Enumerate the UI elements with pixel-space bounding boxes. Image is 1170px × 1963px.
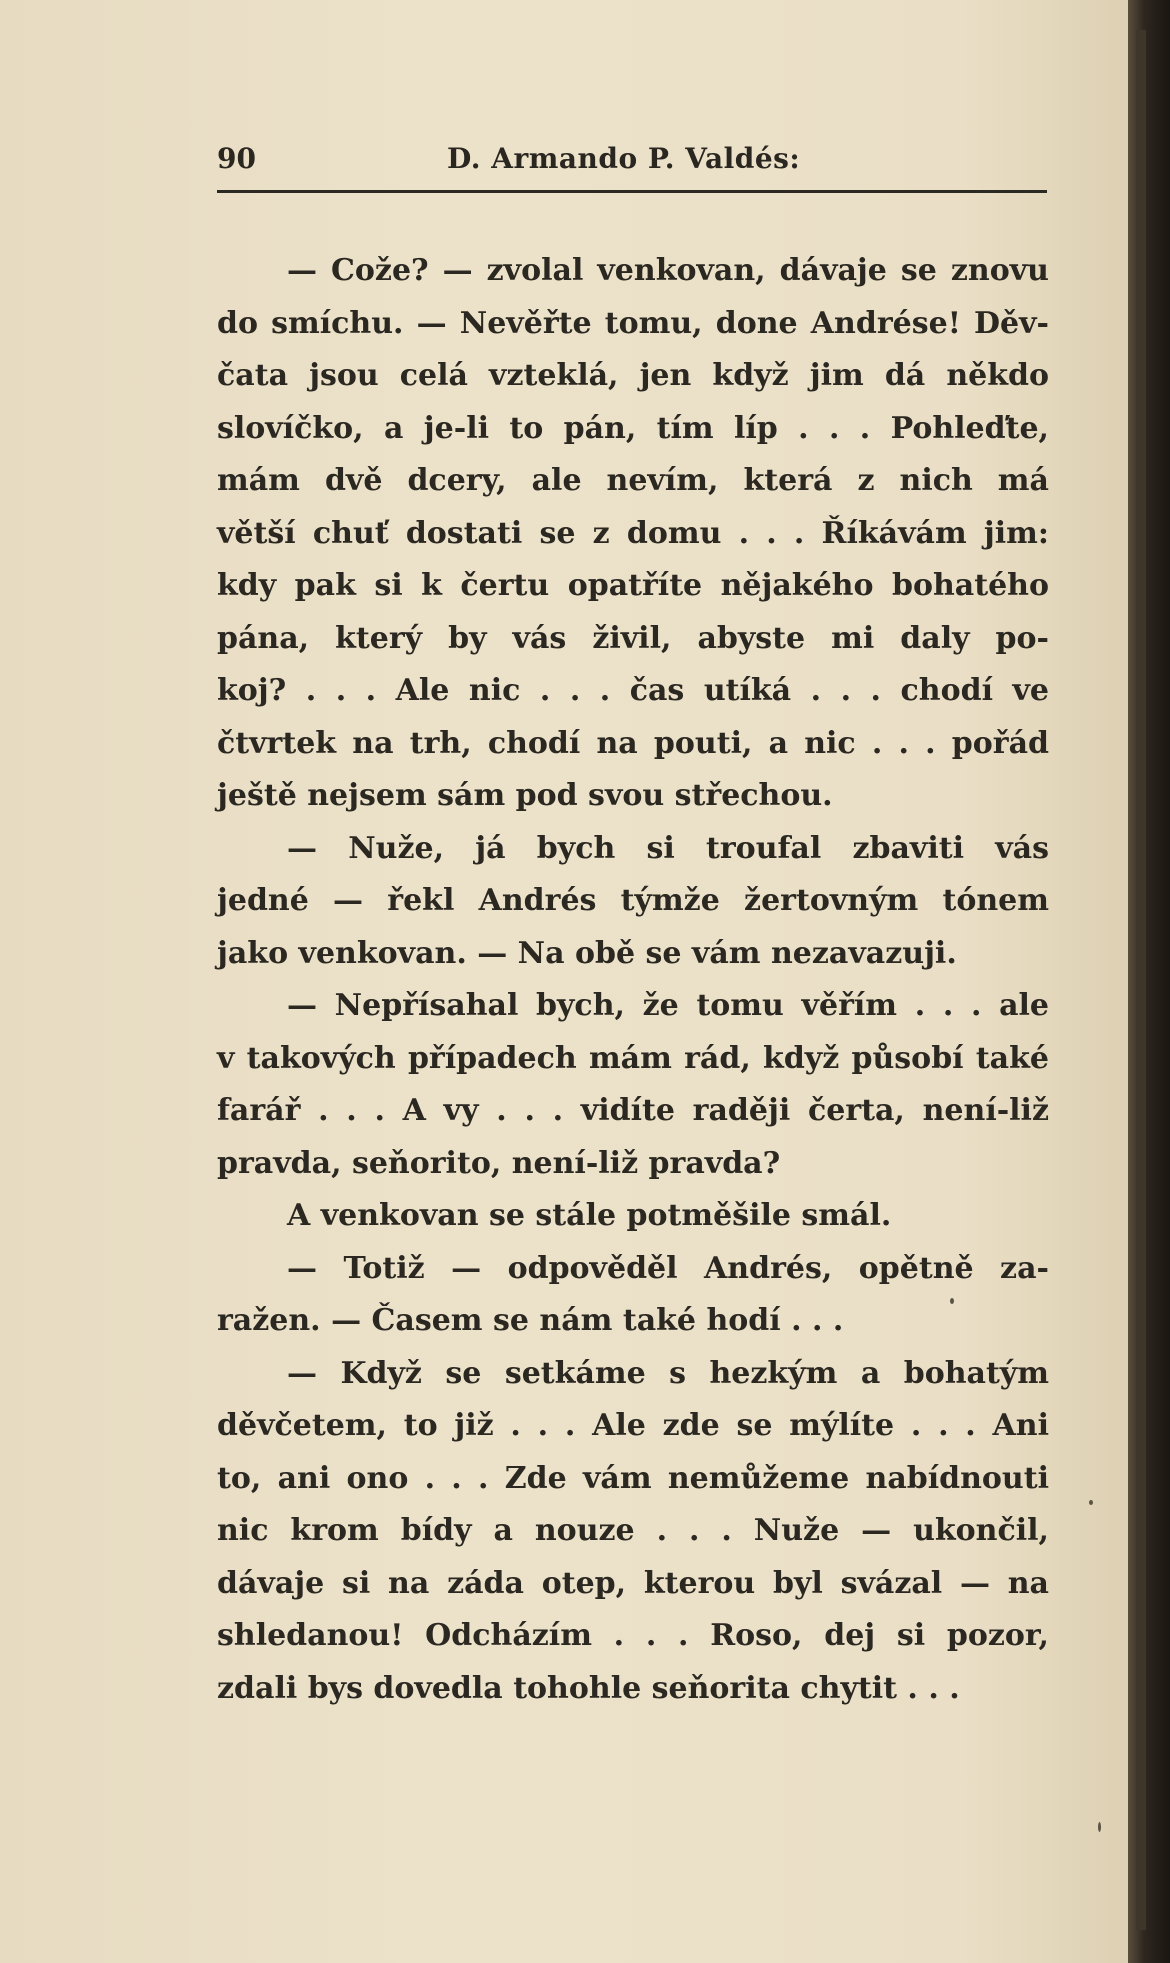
book-spine-edge: [1128, 0, 1170, 1963]
paper-speck: [950, 1298, 954, 1304]
page-number: 90: [217, 142, 256, 175]
text-line: čata jsou celá vzteklá, jen když jim dá někdo: [217, 358, 1049, 393]
text-line: větší chuť dostati se z domu . . . Říkávám jim:: [217, 515, 1049, 551]
text-line: zdali bys dovedla tohohle seňorita chytit . . .: [217, 1670, 960, 1706]
text-line: jedné — řekl Andrés týmže žertovným tónem: [217, 883, 1049, 918]
text-line: děvčetem, to již . . . Ale zde se mýlíte . . . Ani: [217, 1408, 1049, 1443]
text-line: kdy pak si k čertu opatříte nějakého bohatého: [217, 568, 1049, 603]
text-line: do smíchu. — Nevěřte tomu, done Andrése! Děv-: [217, 305, 1049, 341]
paper-speck: [1089, 1500, 1093, 1505]
header-rule: [217, 190, 1047, 193]
text-line: slovíčko, a je-li to pán, tím líp . . . Pohleďte,: [217, 410, 1049, 446]
text-line: mám dvě dcery, ale nevím, která z nich má: [217, 463, 1049, 498]
text-line: shledanou! Odcházím . . . Roso, dej si pozor,: [217, 1618, 1049, 1653]
paper-speck: [1098, 1822, 1101, 1832]
text-line: jako venkovan. — Na obě se vám nezavazuji.: [217, 935, 957, 971]
text-line: pravda, seňorito, není-liž pravda?: [217, 1145, 781, 1181]
text-line: čtvrtek na trh, chodí na pouti, a nic . . . pořád: [217, 725, 1049, 761]
text-line: — Nepřísahal bych, že tomu věřím . . . ale: [287, 988, 1049, 1023]
text-line: koj? . . . Ale nic . . . čas utíká . . . chodí ve: [217, 673, 1049, 708]
running-title: D. Armando P. Valdés:: [447, 142, 801, 175]
text-line: — Nuže, já bych si troufal zbaviti vás: [287, 830, 1049, 866]
text-line: — Cože? — zvolal venkovan, dávaje se znovu: [287, 253, 1049, 288]
text-line: farář . . . A vy . . . vidíte raději čerta, není-liž: [217, 1093, 1049, 1128]
text-line: ještě nejsem sám pod svou střechou.: [217, 778, 833, 813]
text-line: — Když se setkáme s hezkým a bohatým: [287, 1355, 1049, 1391]
text-line: A venkovan se stále potměšile smál.: [287, 1198, 892, 1233]
book-spine-strip: [1136, 30, 1146, 1930]
text-line: to, ani ono . . . Zde vám nemůžeme nabídnouti: [217, 1460, 1049, 1496]
text-line: pána, který by vás živil, abyste mi daly po-: [217, 620, 1049, 656]
running-head: [217, 138, 1047, 188]
text-line: ražen. — Časem se nám také hodí . . .: [217, 1303, 844, 1338]
text-line: dávaje si na záda otep, kterou byl svázal — na: [217, 1565, 1049, 1601]
text-line: — Totiž — odpověděl Andrés, opětně za-: [287, 1250, 1049, 1286]
body-text: [217, 245, 1049, 1715]
text-line: v takových případech mám rád, když působí také: [217, 1040, 1049, 1076]
text-line: nic krom bídy a nouze . . . Nuže — ukončil,: [217, 1513, 1049, 1548]
